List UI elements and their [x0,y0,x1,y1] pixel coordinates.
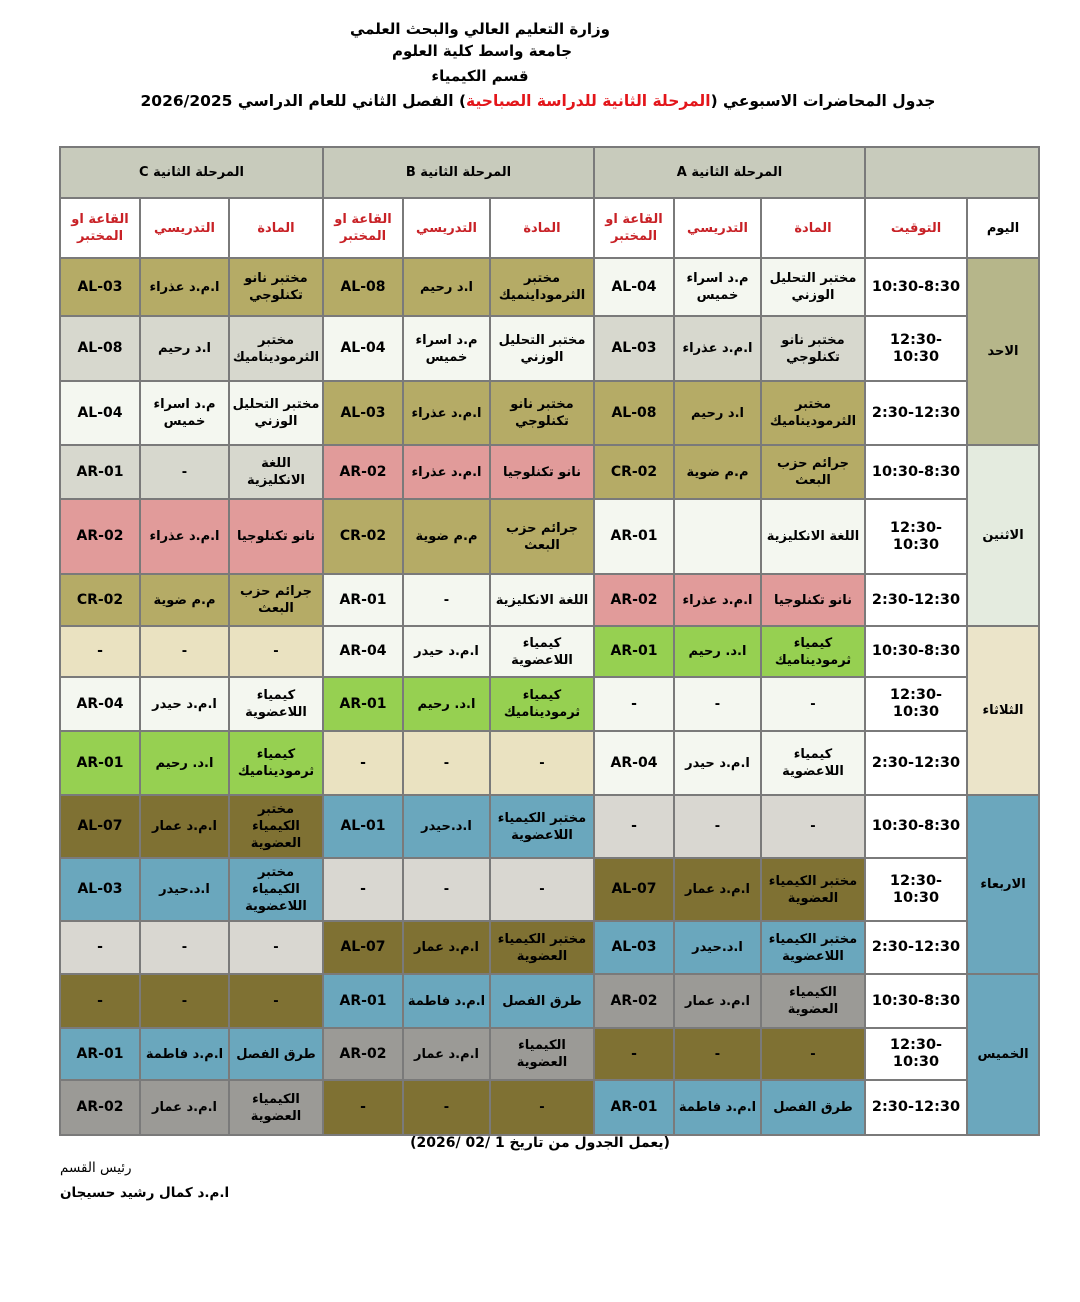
group-c-room-cell: AR-04 [60,677,140,731]
group-c-room-cell: AL-07 [60,795,140,858]
group-a-header: المرحلة الثانية A [594,147,865,198]
schedule-row [60,1080,1039,1135]
group-a-teacher-cell: ا.م.د عذراء [674,316,761,381]
department-line: قسم الكيمياء [431,67,529,85]
group-c-room-cell: AR-01 [60,445,140,499]
group-a-subject-cell: مختبر التحليل الوزني [761,258,865,316]
time-cell: 12:30-10:30 [865,499,967,574]
group-a-teacher-cell: ا.د رحيم [674,381,761,445]
time-cell: 10:30-8:30 [865,795,967,858]
group-b-teacher-cell: م.م ضوية [403,499,490,574]
group-a-room-cell: AR-02 [594,574,674,626]
group-c-teacher-cell: ا.م.د عذراء [140,499,229,574]
schedule-row [60,921,1039,974]
group-c-header: المرحلة الثانية C [60,147,323,198]
time-cell: 10:30-8:30 [865,974,967,1028]
schedule-row [60,858,1039,921]
group-a-subject-cell: - [761,1028,865,1080]
time-cell: 12:30-10:30 [865,316,967,381]
group-b-subject-cell: مختبر نانو تكنلوجي [490,381,594,445]
group-b-subject-cell: مختبر الثرموداينميك [490,258,594,316]
group-c-teacher-cell: ا.م.د حيدر [140,677,229,731]
group-a-subject-cell: مختبر نانو تكنلوجي [761,316,865,381]
group-a-teacher-cell: ا.د. رحيم [674,626,761,677]
schedule-row [60,445,1039,499]
group-a-subject-cell: نانو تكنلوجيا [761,574,865,626]
group-b-teacher-cell: - [403,858,490,921]
group-c-room-cell: AR-02 [60,1080,140,1135]
group-a-subject-cell: الكيمياء العضوية [761,974,865,1028]
group-a-subject-cell: اللغة الانكليزية [761,499,865,574]
time-cell: 2:30-12:30 [865,574,967,626]
group-c-subject-cell: نانو تكنلوجيا [229,499,323,574]
group-b-teacher-cell: ا.د.حيدر [403,795,490,858]
group-a-subject-cell: كيمياء اللاعضوية [761,731,865,795]
group-a-room-cell: - [594,677,674,731]
group-a-subject-cell: - [761,795,865,858]
schedule-table [59,146,1040,1136]
group-b-room-cell: CR-02 [323,499,403,574]
group-c-room-cell: AR-01 [60,1028,140,1080]
group-c-teacher-cell: ا.م.د فاطمة [140,1028,229,1080]
schedule-row [60,574,1039,626]
group-a-subject-cell: كيمياء ثرموديناميك [761,626,865,677]
group-a-room-cell: AL-08 [594,381,674,445]
group-a-teacher-cell: ا.م.د عمار [674,974,761,1028]
group-c-room-cell: - [60,921,140,974]
group-c-subject-cell: كيمياء اللاعضوية [229,677,323,731]
group-a-teacher-cell: ا.د.حيدر [674,921,761,974]
group-b-room-cell: AL-03 [323,381,403,445]
schedule-row [60,677,1039,731]
time-cell: 2:30-12:30 [865,731,967,795]
group-c-subject-cell: مختبر الثرموديناميك [229,316,323,381]
group-b-room-cell: AR-02 [323,445,403,499]
schedule-row [60,1028,1039,1080]
group-a-room-cell: AR-01 [594,626,674,677]
group-c-subject-cell: مختبر الكيمياء اللاعضوية [229,858,323,921]
col-subject-a: المادة [761,198,865,258]
group-b-teacher-cell: ا.م.د فاطمة [403,974,490,1028]
schedule-row [60,499,1039,574]
group-b-room-cell: AR-04 [323,626,403,677]
group-c-teacher-cell: - [140,445,229,499]
group-c-room-cell: AL-03 [60,858,140,921]
col-subject-c: المادة [229,198,323,258]
group-c-room-cell: AL-04 [60,381,140,445]
group-a-subject-cell: جرائم حزب البعث [761,445,865,499]
group-a-teacher-cell: م.م ضوية [674,445,761,499]
group-c-subject-cell: الكيمياء العضوية [229,1080,323,1135]
schedule-row [60,974,1039,1028]
group-c-teacher-cell: - [140,921,229,974]
col-subject-b: المادة [490,198,594,258]
time-cell: 12:30-10:30 [865,858,967,921]
schedule-row [60,258,1039,316]
col-teacher-a: التدريسي [674,198,761,258]
group-c-subject-cell: طرق الفصل [229,1028,323,1080]
group-a-teacher-cell: - [674,677,761,731]
group-c-teacher-cell: ا.م.د عمار [140,1080,229,1135]
day-cell: الثلاثاء [967,626,1039,795]
schedule-row [60,626,1039,677]
group-a-room-cell: AR-01 [594,499,674,574]
group-b-teacher-cell: - [403,731,490,795]
day-cell: الخميس [967,974,1039,1135]
group-c-room-cell: - [60,626,140,677]
ministry-line: وزارة التعليم العالي والبحث العلمي [349,20,611,38]
group-b-teacher-cell: ا.د رحيم [403,258,490,316]
group-c-subject-cell: جرائم حزب البعث [229,574,323,626]
group-b-room-cell: AR-01 [323,974,403,1028]
group-b-header: المرحلة الثانية B [323,147,594,198]
group-b-subject-cell: الكيمياء العضوية [490,1028,594,1080]
schedule-row [60,795,1039,858]
group-a-subject-cell: مختبر الكيمياء العضوية [761,858,865,921]
group-b-subject-cell: مختبر الكيمياء العضوية [490,921,594,974]
group-b-subject-cell: - [490,1080,594,1135]
group-c-teacher-cell: م.م ضوية [140,574,229,626]
head-name: ا.م.د كمال رشيد حسيجان [60,1185,230,1201]
group-b-room-cell: - [323,731,403,795]
group-b-room-cell: AR-01 [323,677,403,731]
group-a-room-cell: AL-03 [594,921,674,974]
group-c-room-cell: AL-08 [60,316,140,381]
group-a-room-cell: CR-02 [594,445,674,499]
schedule-title: جدول المحاضرات الاسبوعي (المرحلة الثانية للدراسة الصباحية) الفصل الثاني للعام الدراسي 2026/2025 [140,92,936,110]
schedule-row [60,316,1039,381]
group-a-room-cell: AR-02 [594,974,674,1028]
group-b-teacher-cell: ا.م.د حيدر [403,626,490,677]
group-c-room-cell: - [60,974,140,1028]
group-c-teacher-cell: - [140,974,229,1028]
group-c-subject-cell: مختبر نانو تكنلوجي [229,258,323,316]
group-b-room-cell: AL-04 [323,316,403,381]
group-c-subject-cell: مختبر الكيمياء العضوية [229,795,323,858]
time-cell: 2:30-12:30 [865,921,967,974]
group-a-room-cell: AL-07 [594,858,674,921]
group-a-room-cell: AL-04 [594,258,674,316]
group-c-teacher-cell: - [140,626,229,677]
col-teacher-b: التدريسي [403,198,490,258]
group-a-room-cell: - [594,795,674,858]
time-cell: 10:30-8:30 [865,626,967,677]
day-cell: الاربعاء [967,795,1039,974]
group-a-room-cell: - [594,1028,674,1080]
group-b-subject-cell: مختبر الكيمياء اللاعضوية [490,795,594,858]
day-cell: الاحد [967,258,1039,445]
col-day: اليوم [967,198,1039,258]
time-cell: 12:30-10:30 [865,677,967,731]
group-b-subject-cell: اللغة الانكليزية [490,574,594,626]
group-a-teacher-cell: ا.م.د عمار [674,858,761,921]
group-c-teacher-cell: ا.م.د عذراء [140,258,229,316]
group-c-subject-cell: مختبر التحليل الوزني [229,381,323,445]
university-line: جامعة واسط كلية العلوم [391,42,573,60]
group-c-teacher-cell: ا.د رحيم [140,316,229,381]
time-cell: 2:30-12:30 [865,1080,967,1135]
group-a-room-cell: AR-04 [594,731,674,795]
day-cell: الاثنين [967,445,1039,626]
group-b-teacher-cell: ا.م.د عمار [403,921,490,974]
group-b-teacher-cell: ا.م.د عذراء [403,381,490,445]
group-b-teacher-cell: ا.د. رحيم [403,677,490,731]
group-a-teacher-cell: م.د اسراء خميس [674,258,761,316]
effective-date: (يعمل الجدول من تاريخ 1 /02 /2026) [410,1135,670,1151]
group-a-teacher-cell: - [674,1028,761,1080]
group-b-subject-cell: كيمياء اللاعضوية [490,626,594,677]
group-b-subject-cell: نانو تكنلوجيا [490,445,594,499]
group-c-teacher-cell: ا.د.حيدر [140,858,229,921]
group-b-subject-cell: كيمياء ثرموديناميك [490,677,594,731]
group-a-room-cell: AR-01 [594,1080,674,1135]
group-b-room-cell: AL-07 [323,921,403,974]
time-cell: 2:30-12:30 [865,381,967,445]
group-b-room-cell: - [323,858,403,921]
group-a-subject-cell: طرق الفصل [761,1080,865,1135]
group-c-teacher-cell: ا.م.د عمار [140,795,229,858]
schedule-row [60,731,1039,795]
col-room-c: القاعة او المختبر [60,198,140,258]
group-b-subject-cell: - [490,731,594,795]
group-b-subject-cell: مختبر التحليل الوزني [490,316,594,381]
column-header-row [60,198,1039,258]
schedule-row [60,381,1039,445]
group-c-subject-cell: كيمياء ثرموديناميك [229,731,323,795]
group-b-teacher-cell: ا.م.د عذراء [403,445,490,499]
col-room-a: القاعة او المختبر [594,198,674,258]
group-c-subject-cell: - [229,974,323,1028]
head-title: رئيس القسم [60,1160,132,1176]
col-teacher-c: التدريسي [140,198,229,258]
group-b-room-cell: AL-01 [323,795,403,858]
time-cell: 10:30-8:30 [865,445,967,499]
group-b-room-cell: AR-02 [323,1028,403,1080]
group-a-subject-cell: - [761,677,865,731]
group-c-room-cell: AR-02 [60,499,140,574]
group-b-teacher-cell: - [403,574,490,626]
col-time: التوقيت [865,198,967,258]
time-cell: 10:30-8:30 [865,258,967,316]
group-a-teacher-cell: ا.م.د فاطمة [674,1080,761,1135]
group-c-subject-cell: - [229,921,323,974]
group-a-teacher-cell [674,499,761,574]
group-b-subject-cell: - [490,858,594,921]
group-c-room-cell: AL-03 [60,258,140,316]
group-a-teacher-cell: ا.م.د عذراء [674,574,761,626]
col-room-b: القاعة او المختبر [323,198,403,258]
group-b-room-cell: AR-01 [323,574,403,626]
group-c-subject-cell: - [229,626,323,677]
group-a-teacher-cell: - [674,795,761,858]
group-header-row [60,147,1039,198]
group-b-subject-cell: جرائم حزب البعث [490,499,594,574]
group-c-room-cell: AR-01 [60,731,140,795]
group-c-subject-cell: اللغة الانكليزية [229,445,323,499]
group-b-teacher-cell: م.د اسراء خميس [403,316,490,381]
group-b-teacher-cell: ا.م.د عمار [403,1028,490,1080]
group-c-teacher-cell: م.د اسراء خميس [140,381,229,445]
group-c-teacher-cell: ا.د. رحيم [140,731,229,795]
group-a-teacher-cell: ا.م.د حيدر [674,731,761,795]
group-c-room-cell: CR-02 [60,574,140,626]
group-b-room-cell: - [323,1080,403,1135]
time-cell: 12:30-10:30 [865,1028,967,1080]
group-a-subject-cell: مختبر الثرموديناميك [761,381,865,445]
group-b-teacher-cell: - [403,1080,490,1135]
group-a-subject-cell: مختبر الكيمياء اللاعضوية [761,921,865,974]
group-blank-header [865,147,1039,198]
group-a-room-cell: AL-03 [594,316,674,381]
group-b-room-cell: AL-08 [323,258,403,316]
group-b-subject-cell: طرق الفصل [490,974,594,1028]
